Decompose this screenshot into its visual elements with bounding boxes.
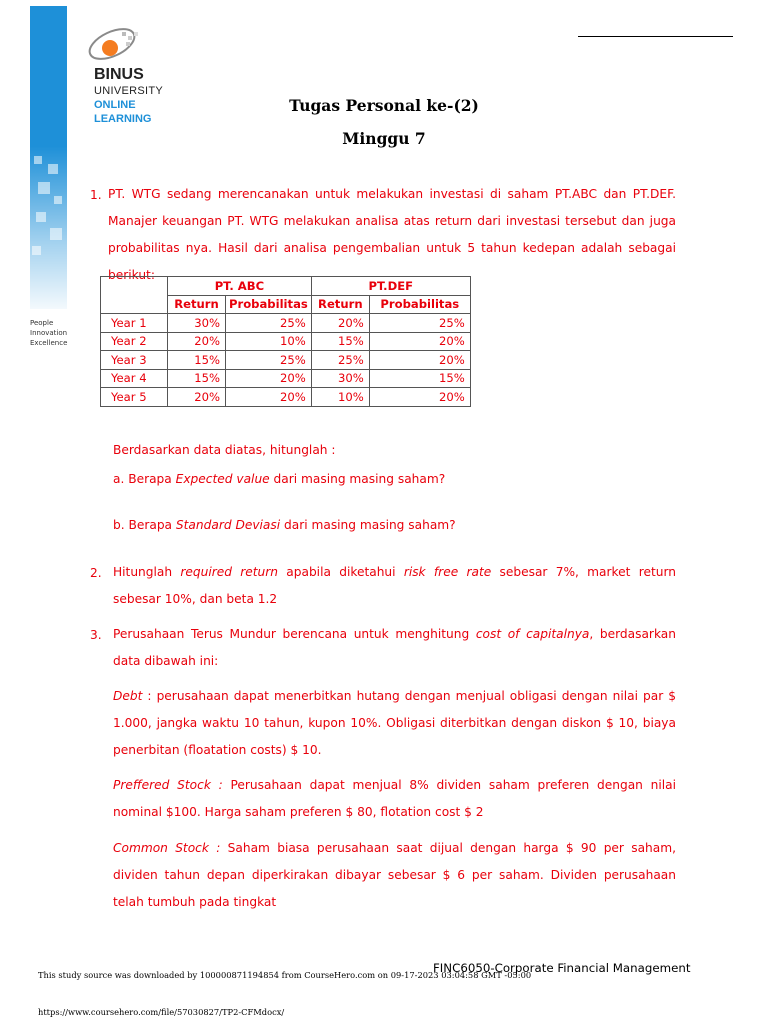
row-label: Year 1 <box>101 314 168 333</box>
q3-intro: Perusahaan Terus Mundur berencana untuk menghitung cost of capitalnya, berdasarkan data dibawah ini: <box>113 627 676 668</box>
table-col-header: Probabilitas <box>226 295 312 314</box>
table-cell: 20% <box>311 314 369 333</box>
table-row <box>101 332 471 351</box>
logo-learning: LEARNING <box>94 113 152 125</box>
q3-common-stock: Common Stock : Saham biasa perusahaan saat dijual dengan harga $ 90 per saham, dividen tahun depan diperkirakan dibayar sebesar $ 6 per saham. Dividen perusahaan telah tumbuh pada tingkat <box>113 841 677 909</box>
brand-sidebar-strip <box>30 6 67 309</box>
table-col-header: Return <box>311 295 369 314</box>
table-cell: 25% <box>369 314 470 333</box>
row-label: Year 2 <box>101 332 168 351</box>
table-col-header: Return <box>168 295 226 314</box>
table-cell: 15% <box>311 332 369 351</box>
table-cell: 20% <box>369 332 470 351</box>
logo-online: ONLINE <box>94 99 136 111</box>
row-label: Year 3 <box>101 351 168 370</box>
binus-logo-icon <box>82 22 162 72</box>
row-label: Year 5 <box>101 388 168 407</box>
table-corner-cell <box>101 277 168 314</box>
q3-number: 3. <box>90 628 102 642</box>
table-cell: 20% <box>168 332 226 351</box>
table-cell: 20% <box>369 351 470 370</box>
table-cell: 15% <box>369 369 470 388</box>
page-subtitle: Minggu 7 <box>342 129 426 148</box>
q1-number: 1. <box>90 188 102 202</box>
page-title: Tugas Personal ke-(2) <box>289 96 479 115</box>
returns-table <box>100 276 471 407</box>
table-cell: 25% <box>226 314 312 333</box>
table-row <box>101 369 471 388</box>
table-cell: 15% <box>168 351 226 370</box>
table-cell: 20% <box>226 388 312 407</box>
q2-text: Hitunglah required return apabila diketahui risk free rate sebesar 7%, market return sebesar 10%, dan beta 1.2 <box>113 565 676 606</box>
row-label: Year 4 <box>101 369 168 388</box>
source-url[interactable]: https://www.coursehero.com/file/57030827/TP2-CFMdocx/ <box>38 1007 285 1017</box>
source-note: This study source was downloaded by 100000871194854 from CourseHero.com on 09-17-2023 03:04:58 GMT -05:00 <box>38 970 532 980</box>
table-cell: 20% <box>168 388 226 407</box>
table-row <box>101 351 471 370</box>
table-cell: 30% <box>168 314 226 333</box>
table-row <box>101 388 471 407</box>
table-cell: 20% <box>369 388 470 407</box>
q3-preferred-stock: Preffered Stock : Perusahaan dapat menjual 8% dividen saham preferen dengan nilai nominal $100. Harga saham preferen $ 80, flotation cost $ 2 <box>113 778 676 819</box>
table-cell: 30% <box>311 369 369 388</box>
tagline: People Innovation Excellence <box>30 319 68 347</box>
course-name: FINC6050-Corporate Financial Management <box>433 961 691 975</box>
q1-part-b: b. Berapa Standard Deviasi dari masing masing saham? <box>113 518 456 532</box>
logo-university: UNIVERSITY <box>94 85 164 97</box>
q1-part-a: a. Berapa Expected value dari masing masing saham? <box>113 472 446 486</box>
table-group-header: PT.DEF <box>311 277 470 296</box>
table-cell: 15% <box>168 369 226 388</box>
table-cell: 10% <box>311 388 369 407</box>
q2-number: 2. <box>90 566 102 580</box>
table-group-header: PT. ABC <box>168 277 312 296</box>
table-cell: 10% <box>226 332 312 351</box>
q3-debt: Debt : perusahaan dapat menerbitkan hutang dengan menjual obligasi dengan nilai par $ 1.000, jangka waktu 10 tahun, kupon 10%. Obligasi diterbitkan dengan diskon $ 10, biaya penerbitan (floatation costs) $ 10. <box>113 689 676 757</box>
q1-instruction: Berdasarkan data diatas, hitunglah : <box>113 443 336 457</box>
table-col-header: Probabilitas <box>369 295 470 314</box>
signature-line <box>578 36 733 37</box>
table-row <box>101 314 471 333</box>
logo-brand: BINUS <box>94 66 144 83</box>
q1-intro: PT. WTG sedang merencanakan untuk melakukan investasi di saham PT.ABC dan PT.DEF. Manajer keuangan PT. WTG melakukan analisa atas return dari investasi tersebut dan juga probabilitas nya. Hasil dari analisa pengembalian untuk 5 tahun kedepan adalah sebagai berikut: <box>108 187 676 282</box>
table-cell: 25% <box>226 351 312 370</box>
table-cell: 20% <box>226 369 312 388</box>
table-cell: 25% <box>311 351 369 370</box>
